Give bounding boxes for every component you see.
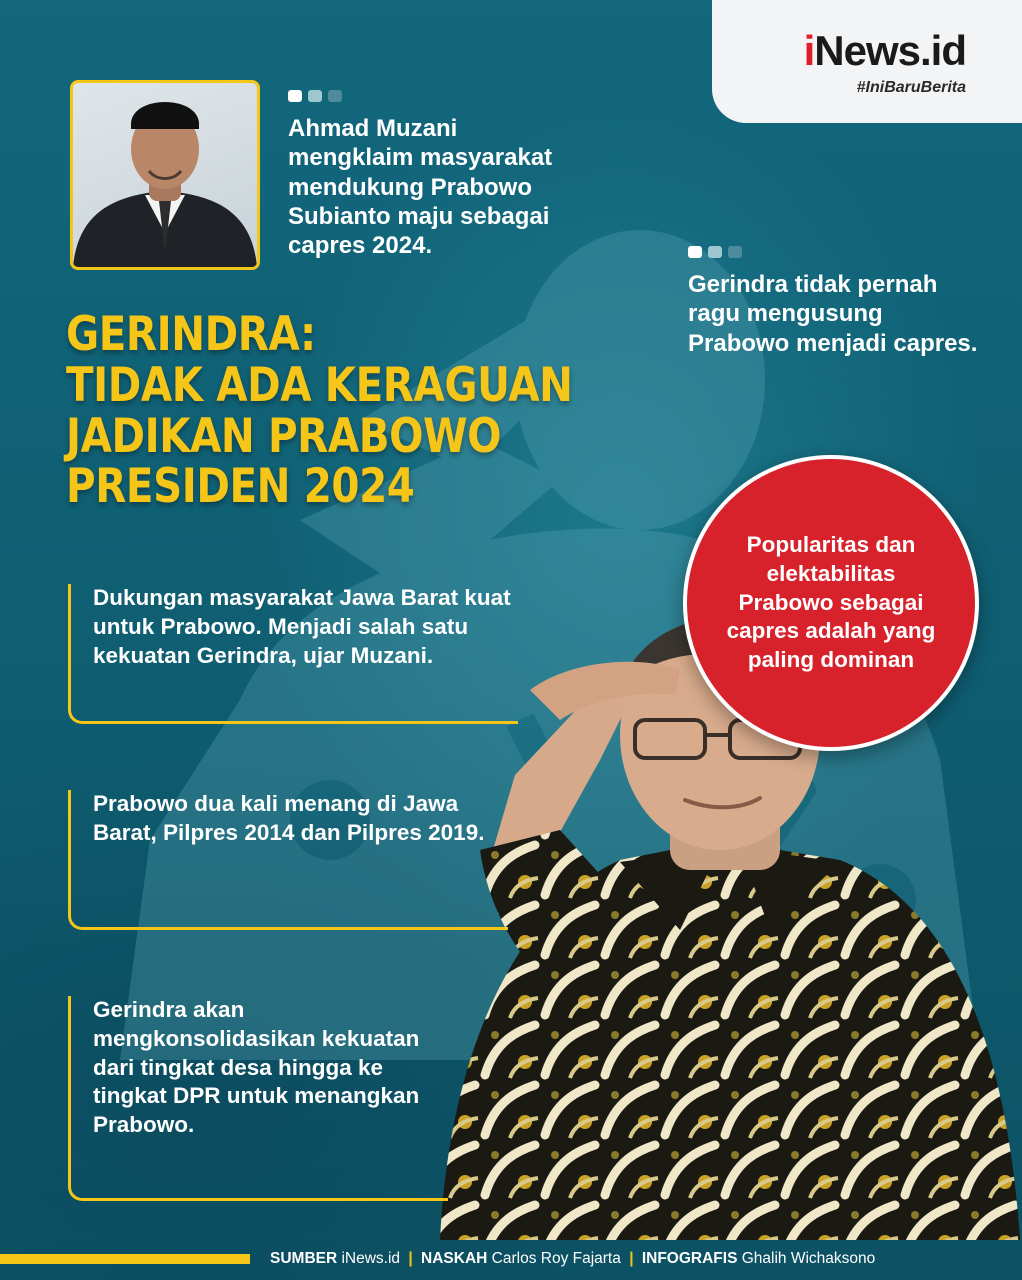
key-point-text: Gerindra akan mengkonsolidasikan kekuatan dari tingkat desa hingga ke tingkat DPR untuk menangkan Prabowo. xyxy=(93,997,420,1138)
footer-accent-bar xyxy=(0,1254,250,1264)
credits-separator: | xyxy=(629,1250,634,1267)
inews-logo[interactable] xyxy=(803,27,966,74)
credits-text xyxy=(270,1250,875,1268)
three-dots-icon xyxy=(688,246,742,258)
graphic-value: Ghalih Wichaksono xyxy=(741,1250,876,1267)
highlight-circle xyxy=(683,455,979,751)
ahmad-muzani-portrait xyxy=(70,80,260,270)
headline-line-3: JADIKAN PRABOWO xyxy=(66,408,502,464)
credits-separator: | xyxy=(408,1250,413,1267)
key-point-2 xyxy=(68,790,508,930)
writer-label: NASKAH xyxy=(421,1250,488,1267)
inews-logo-card xyxy=(712,0,1022,123)
graphic-label: INFOGRAFIS xyxy=(641,1250,738,1267)
key-point-text: Dukungan masyarakat Jawa Barat kuat untuk Prabowo. Menjadi salah satu kekuatan Gerindra, ujar Muzani. xyxy=(93,585,511,668)
highlight-text: Popularitas dan elektabilitas Prabowo sebagai capres adalah yang paling dominan xyxy=(726,532,936,673)
headline-line-1: GERINDRA: xyxy=(66,307,316,362)
key-point-text: Prabowo dua kali menang di Jawa Barat, Pilpres 2014 dan Pilpres 2019. xyxy=(93,791,485,845)
headline-line-2: TIDAK ADA KERAGUAN xyxy=(66,357,573,413)
source-value: iNews.id xyxy=(341,1250,401,1267)
key-point-1 xyxy=(68,584,518,724)
logo-tagline: #IniBaruBerita xyxy=(856,79,966,96)
headline xyxy=(66,307,626,515)
credits-footer xyxy=(0,1238,1022,1280)
key-point-3 xyxy=(68,996,448,1201)
source-label: SUMBER xyxy=(270,1250,338,1267)
three-dots-icon xyxy=(288,90,342,102)
intro-text: Ahmad Muzani mengklaim masyarakat mendukung Prabowo Subianto maju sebagai capres 2024. xyxy=(288,115,553,260)
side-note-text: Gerindra tidak pernah ragu mengusung Prabowo menjadi capres. xyxy=(688,271,978,357)
writer-value: Carlos Roy Fajarta xyxy=(491,1250,621,1267)
portrait-person-icon xyxy=(73,83,257,267)
logo-name: News.id xyxy=(814,27,966,74)
headline-line-4: PRESIDEN 2024 xyxy=(66,459,415,515)
logo-prefix: i xyxy=(803,27,815,74)
